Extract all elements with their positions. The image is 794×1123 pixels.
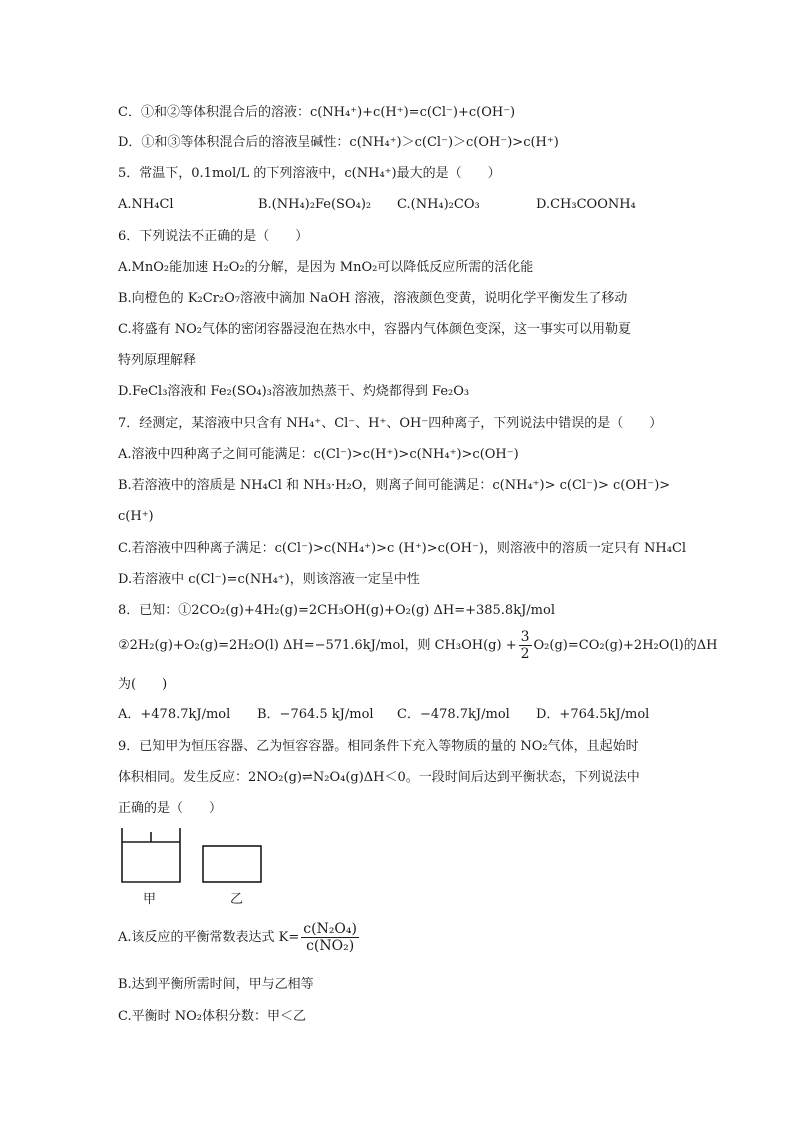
q6-option-d: D.FeCl₃溶液和 Fe₂(SO₄)₃溶液加热蒸干、灼烧都得到 Fe₂O₃: [118, 384, 470, 399]
q8-fraction: [519, 629, 532, 662]
q9-option-a-text: A.该反应的平衡常数表达式 K=: [118, 930, 300, 945]
q5-option-d: D.CH₃COONH₄: [536, 197, 636, 212]
q8-equation-2: [118, 628, 717, 664]
q8-stem-end: 为( ): [118, 677, 168, 692]
q5-option-b: B.(NH₄)₂Fe(SO₄)₂: [258, 197, 372, 212]
constant-pressure-container: [122, 828, 180, 882]
k-denominator: c(NO₂): [306, 938, 355, 954]
q4-option-c: C．①和②等体积混合后的溶液：c(NH₄⁺)+c(H⁺)=c(Cl⁻)+c(OH⁻): [118, 105, 516, 120]
q5-option-a: A.NH₄Cl: [118, 197, 174, 212]
q7-option-a: A.溶液中四种离子之间可能满足：c(Cl⁻)>c(H⁺)>c(NH₄⁺)>c(OH⁻): [118, 447, 519, 462]
q7-option-b: B.若溶液中的溶质是 NH₄Cl 和 NH₃·H₂O，则离子间可能满足：c(NH₄⁺)> c(Cl⁻)> c(OH⁻)>: [118, 478, 671, 493]
constant-volume-container: [203, 846, 261, 882]
q4-option-d: D．①和③等体积混合后的溶液呈碱性：c(NH₄⁺)＞c(Cl⁻)＞c(OH⁻)>c(H⁺): [118, 135, 559, 150]
q9-stem: 9．已知甲为恒压容器、乙为恒容容器。相同条件下充入等物质的量的 NO₂气体，且起始时: [118, 739, 639, 754]
q9-stem-2: 体积相同。发生反应：2NO₂(g)⇌N₂O₄(g)ΔH＜0。一段时间后达到平衡状态，下列说法中: [118, 770, 640, 785]
q7-option-b-cont: c(H⁺): [118, 509, 154, 524]
q8-eq2-tail: O₂(g)=CO₂(g)+2H₂O(l)的ΔH: [533, 638, 718, 653]
q7-option-c: C.若溶液中四种离子满足：c(Cl⁻)>c(NH₄⁺)>c (H⁺)>c(OH⁻)，则溶液中的溶质一定只有 NH₄Cl: [118, 541, 687, 556]
container-diagram-svg: [118, 826, 268, 910]
q8-frac-num: 3: [520, 629, 530, 645]
q9-option-b: B.达到平衡所需时间，甲与乙相等: [118, 977, 314, 992]
k-numerator: c(N₂O₄): [303, 921, 357, 937]
q5-stem: 5．常温下，0.1mol/L 的下列溶液中，c(NH₄⁺)最大的是（ ）: [118, 166, 501, 181]
q8-option-d: D．+764.5kJ/mol: [536, 707, 650, 722]
q9-option-a: [118, 920, 361, 956]
q6-option-c-cont: 特列原理解释: [118, 353, 197, 368]
q6-option-b: B.向橙色的 K₂Cr₂O₇溶液中滴加 NaOH 溶液，溶液颜色变黄，说明化学平衡发生了移动: [118, 291, 628, 306]
q7-stem: 7．经测定，某溶液中只含有 NH₄⁺、Cl⁻、H⁺、OH⁻四种离子，下列说法中错误的是（ ）: [118, 416, 663, 431]
q6-option-a: A.MnO₂能加速 H₂O₂的分解，是因为 MnO₂可以降低反应所需的活化能: [118, 260, 534, 275]
q8-option-b: B．−764.5 kJ/mol: [257, 707, 374, 722]
q8-eq2-text: ②2H₂(g)+O₂(g)=2H₂O(l) ΔH=−571.6kJ/mol，则 CH₃OH(g) +: [118, 638, 517, 653]
q6-option-c: C.将盛有 NO₂气体的密闭容器浸泡在热水中，容器内气体颜色变深，这一事实可以用勒夏: [118, 322, 631, 337]
q8-option-c: C．−478.7kJ/mol: [397, 707, 510, 722]
label-yi: 乙: [230, 892, 244, 907]
q8-option-a: A．+478.7kJ/mol: [118, 707, 231, 722]
q5-option-c: C.(NH₄)₂CO₃: [397, 197, 480, 212]
q7-option-d: D.若溶液中 c(Cl⁻)=c(NH₄⁺)，则该溶液一定呈中性: [118, 572, 420, 587]
label-jia: 甲: [143, 892, 157, 907]
equilibrium-constant-fraction: [301, 921, 359, 954]
q9-option-c: C.平衡时 NO₂体积分数：甲＜乙: [118, 1009, 306, 1024]
q8-stem: 8．已知：①2CO₂(g)+4H₂(g)=2CH₃OH(g)+O₂(g) ΔH=+385.8kJ/mol: [118, 603, 555, 618]
container-diagram: [118, 826, 268, 910]
q8-frac-den: 2: [520, 646, 530, 662]
q6-stem: 6．下列说法不正确的是（ ）: [118, 229, 309, 244]
q9-stem-3: 正确的是（ ）: [118, 801, 223, 816]
